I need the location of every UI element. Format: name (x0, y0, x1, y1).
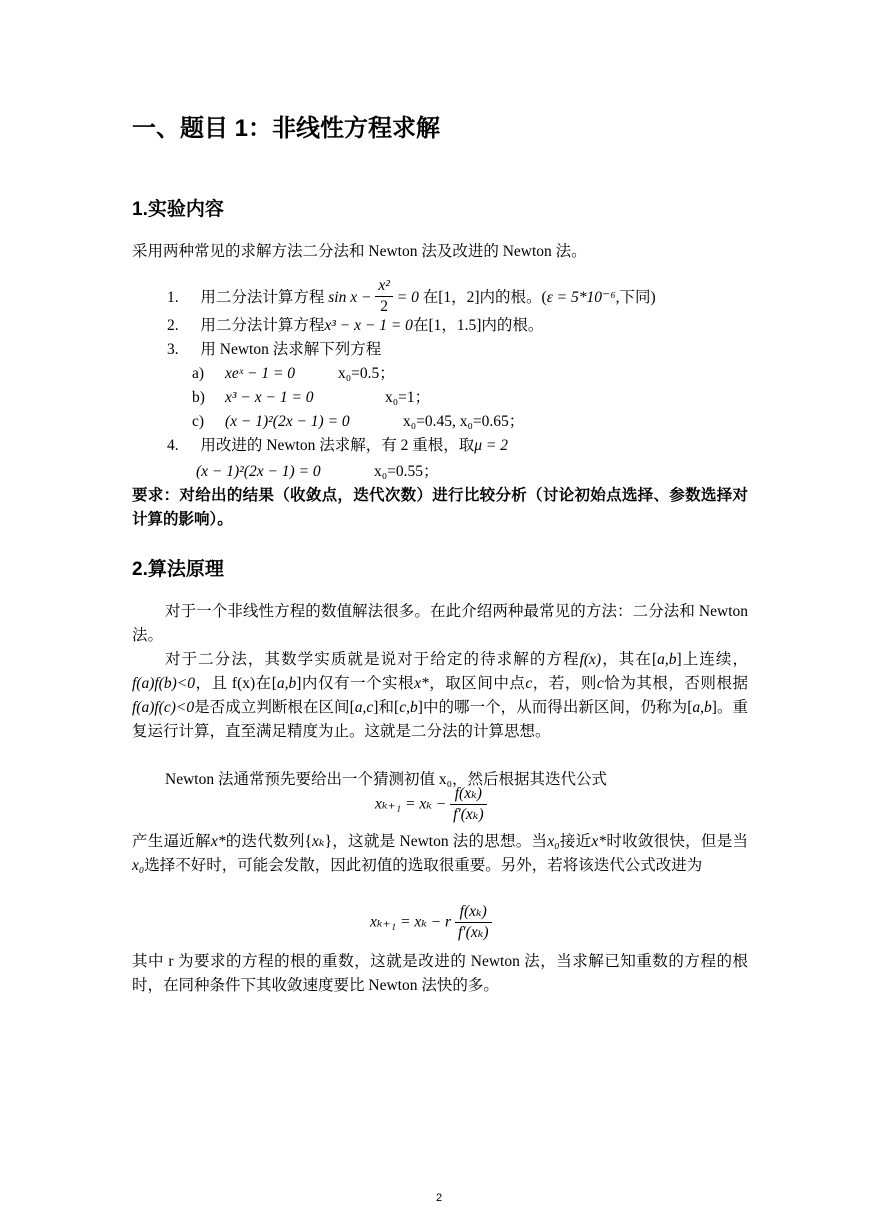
item-1-frac-num: x² (375, 276, 393, 297)
p2-text-6: ，取区间中点 (428, 675, 526, 692)
p2-ab-3: a,b (692, 699, 712, 716)
sub-a-init: x₀=0.5； (338, 365, 395, 382)
p2-condition-2: f(a)f(c)<0 (132, 699, 195, 716)
p4-text-6: 选择不好时，可能会发散，因此初值的选取很重要。另外，若将该迭代公式改进为 (144, 857, 703, 874)
item-1-fraction (375, 276, 393, 317)
item-2 (167, 314, 543, 338)
newton-formula-num: f(xₖ) (450, 784, 487, 805)
p2-fx: f(x) (579, 651, 602, 668)
item-1-post: 在[1，2]内的根。( (422, 289, 547, 307)
item-2-pre: 用二分法计算方程 (200, 317, 325, 334)
sub-item-c (192, 410, 525, 434)
p2-ab-2: a,b (276, 675, 297, 692)
item-1-number: 1. (167, 289, 179, 307)
sub-b-label: b) (192, 389, 205, 406)
p2-text-8: 恰为其根，否则根据 (603, 675, 748, 692)
sub-item-a (192, 362, 395, 386)
p2-c-2: c (596, 675, 604, 692)
page-number: 2 (436, 1192, 443, 1204)
p2-text-2: ，其在[ (601, 651, 658, 668)
p4-x0-a: x₀ (547, 833, 560, 850)
p2-ac: a,c (354, 699, 374, 716)
item-1-eq-a: sin x − (328, 289, 372, 307)
p2-text-12: ]。重复运行计算，直至满足精度为止。这就是二分法的计算思想。 (132, 699, 749, 740)
item-1-frac-den: 2 (380, 298, 388, 315)
newton-formula-fraction (450, 784, 487, 825)
p2-condition-1: f(a)f(b)<0 (132, 675, 195, 692)
p2-text-5: ]内仅有一个实根 (296, 675, 415, 692)
p2-ab-1: a,b (657, 651, 677, 668)
item-2-post: 在[1，1.5]内的根。 (412, 317, 544, 334)
sub-a-label: a) (192, 365, 205, 382)
p2-cb: c,b (399, 699, 418, 716)
sub-b-init: x₀=1； (385, 389, 431, 406)
modified-newton-formula (370, 902, 492, 943)
paragraph-5: 其中 r 为要求的方程的根的重数，这就是改进的 Newton 法，当求解已知重数的方程的根时，在同种条件下其收敛速度要比 Newton 法快的多。 (132, 953, 748, 994)
p4-x0-b: x₀ (132, 857, 145, 874)
item-4-eq: (x − 1)²(2x − 1) = 0 (196, 463, 321, 480)
item-4-init: x₀=0.55； (374, 463, 439, 480)
heading-1: 一、题目 1：非线性方程求解 (132, 115, 441, 142)
item-3 (167, 338, 381, 362)
p2-text-3: ]上连续， (676, 651, 748, 668)
p2-text-7: ，若，则 (532, 675, 597, 692)
modified-formula-fraction (455, 902, 492, 943)
item-3-number: 3. (167, 341, 179, 358)
modified-formula-lhs: xₖ₊₁ = xₖ − r (370, 913, 452, 931)
p4-xk: xₖ (312, 833, 325, 850)
item-4-text: 用改进的 Newton 法求解，有 2 重根，取 (200, 437, 475, 454)
p2-text-11: ]中的哪一个，从而得出新区间，仍称为[ (417, 699, 693, 716)
paragraph-4 (132, 830, 748, 878)
section-2-title: 2.算法原理 (132, 559, 224, 580)
sub-c-init: x₀=0.45, x₀=0.65； (403, 413, 525, 430)
item-4 (167, 434, 508, 458)
p2-c-1: c (525, 675, 533, 692)
section-1-title: 1.实验内容 (132, 199, 224, 220)
item-1-pre: 用二分法计算方程 (200, 289, 325, 307)
modified-formula-den: f′(xₖ) (457, 924, 489, 941)
p4-xstar: x* (210, 833, 226, 850)
sub-b-eq: x³ − x − 1 = 0 (225, 389, 314, 406)
sub-c-label: c) (192, 413, 205, 430)
item-3-text: 用 Newton 法求解下列方程 (200, 341, 382, 358)
p4-text-2: 的迭代数列{ (225, 833, 313, 850)
intro-text: 采用两种常见的求解方法二分法和 Newton 法及改进的 Newton 法。 (132, 243, 587, 260)
p2-text-10: ]和[ (373, 699, 400, 716)
paragraph-1: 对于一个非线性方程的数值解法很多。在此介绍两种最常见的方法：二分法和 Newton 法。 (132, 603, 748, 644)
sub-item-b (192, 386, 431, 410)
p4-text-5: 时收敛很快，但是当 (606, 833, 748, 850)
p2-text-1: 对于二分法，其数学实质就是说对于给定的待求解的方程 (165, 651, 580, 668)
item-1 (167, 278, 656, 319)
requirement-text: 要求：对给出的结果（收敛点，迭代次数）进行比较分析（讨论初始点选择、参数选择对计算的影响）。 (132, 487, 748, 528)
sub-a-eq: xeˣ − 1 = 0 (225, 365, 296, 382)
modified-formula-num: f(xₖ) (455, 902, 492, 923)
paragraph-3: Newton 法通常预先要给出一个猜测初值 x₀，然后根据其迭代公式 (165, 771, 607, 788)
newton-formula-lhs: xₖ₊₁ = xₖ − (375, 795, 447, 813)
item-1-post2: ,下同) (615, 289, 656, 307)
newton-formula-den: f′(xₖ) (453, 806, 484, 823)
item-4-mu: μ = 2 (474, 437, 508, 454)
p4-xstar-2: x* (591, 833, 607, 850)
paragraph-2 (132, 648, 748, 744)
item-2-number: 2. (167, 317, 179, 334)
sub-c-eq: (x − 1)²(2x − 1) = 0 (225, 413, 350, 430)
p2-text-4: ，且 f(x)在[ (194, 675, 277, 692)
item-2-eq: x³ − x − 1 = 0 (324, 317, 413, 334)
p4-text-3: }，这就是 Newton 法的思想。当 (324, 833, 548, 850)
item-1-epsilon: ε = 5*10⁻⁶ (546, 289, 616, 307)
newton-formula (375, 784, 487, 825)
item-4-number: 4. (167, 437, 179, 454)
item-4-equation (196, 460, 439, 484)
p4-text-1: 产生逼近解 (132, 833, 211, 850)
p2-xstar: x* (414, 675, 429, 692)
p2-text-9: 是否成立判断根在区间[ (194, 699, 355, 716)
item-1-eq-b: = 0 (396, 289, 419, 307)
p4-text-4: 接近 (559, 833, 592, 850)
